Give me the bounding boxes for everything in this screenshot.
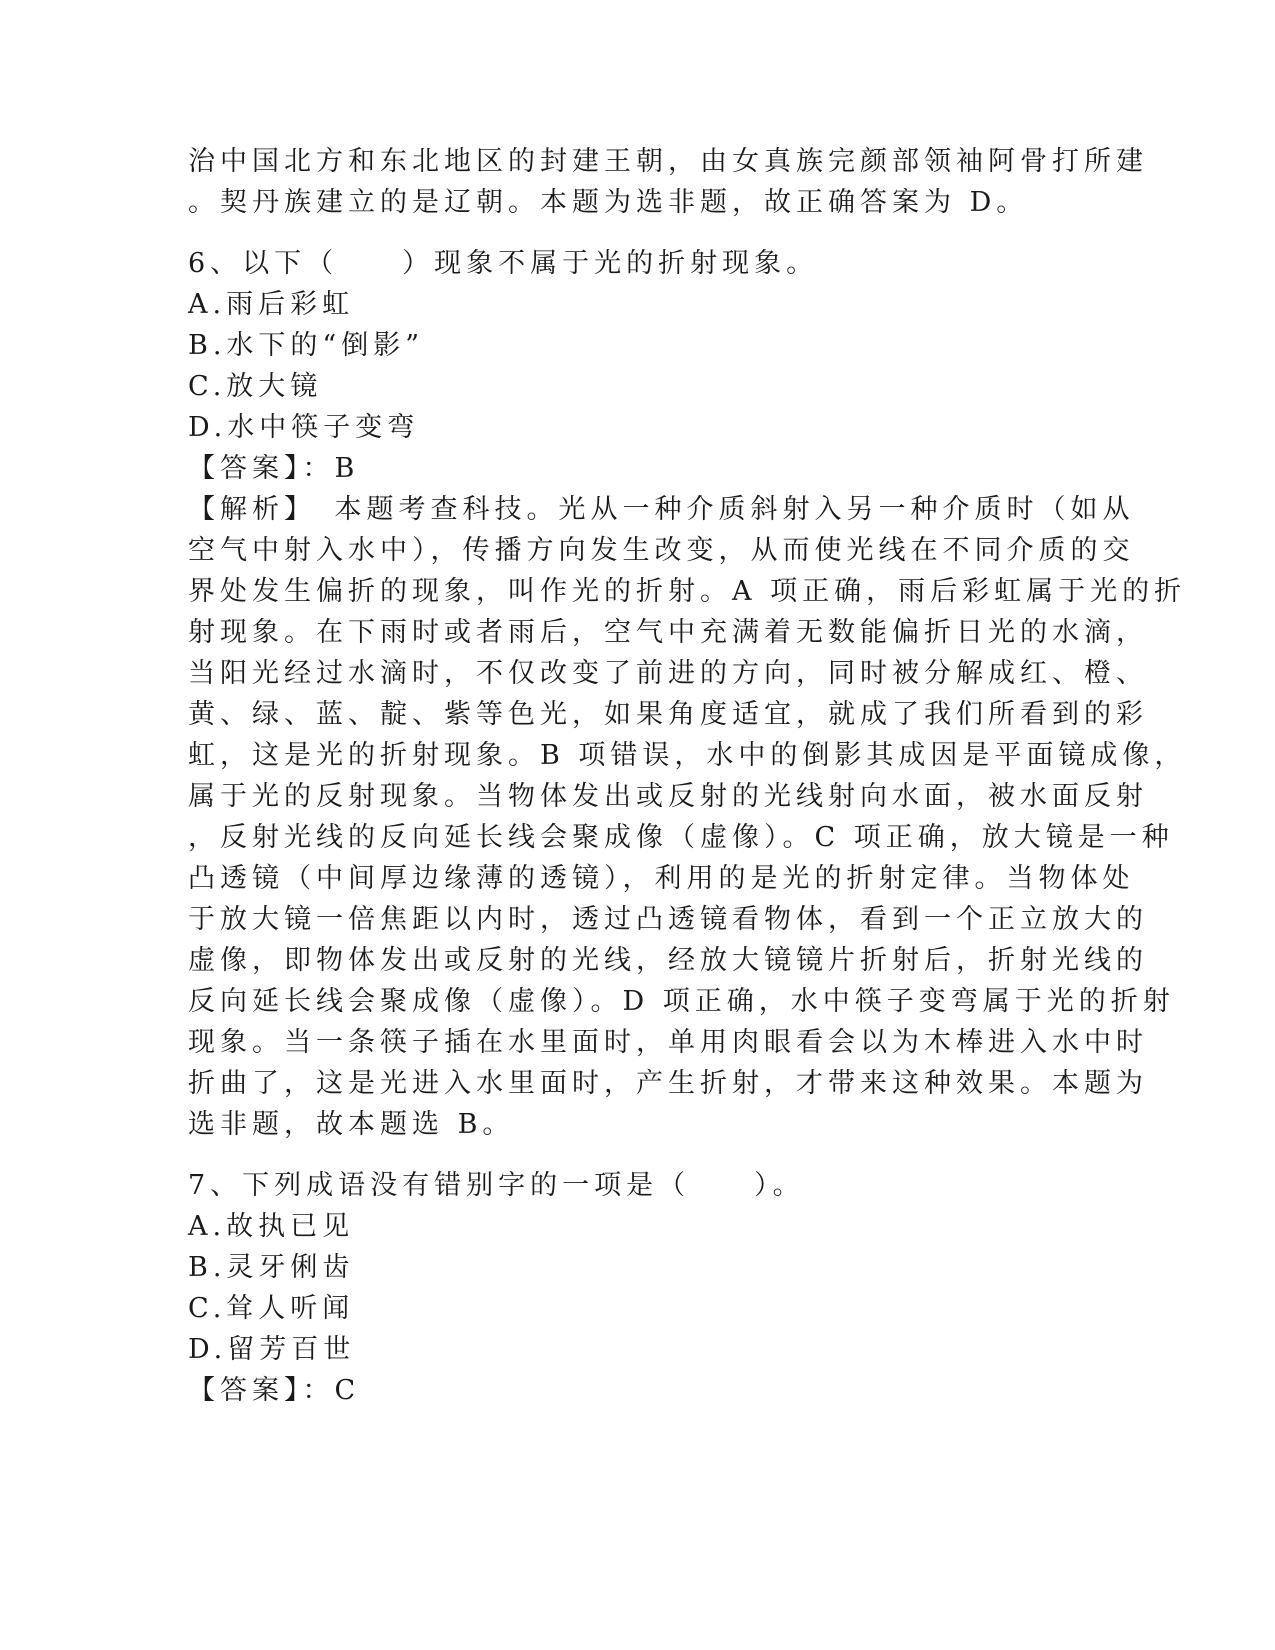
prev-explanation-line: 治中国北方和东北地区的封建王朝，由女真族完颜部领袖阿骨打所建 [188, 146, 1148, 177]
question-6-explanation-line: 虚像，即物体发出或反射的光线，经放大镜镜片折射后，折射光线的 [188, 945, 1148, 976]
question-6-explanation-line: 当阳光经过水滴时，不仅改变了前进的方向，同时被分解成红、橙、 [188, 658, 1148, 689]
question-6-answer: 【答案】：B [188, 453, 360, 484]
question-6-explanation-line: 空气中射入水中），传播方向发生改变，从而使光线在不同介质的交 [188, 535, 1135, 566]
question-7-answer: 【答案】：C [188, 1375, 361, 1406]
question-6-explanation-line: 选非题，故本题选 B。 [188, 1109, 515, 1140]
question-6-option-c: C.放大镜 [188, 371, 323, 402]
question-6-explanation-line: 黄、绿、蓝、靛、紫等色光，如果角度适宜，就成了我们所看到的彩 [188, 699, 1148, 730]
question-7-stem: 7、下列成语没有错别字的一项是（ ）。 [188, 1170, 805, 1201]
prev-explanation-line: 。契丹族建立的是辽朝。本题为选非题，故正确答案为 D。 [188, 187, 1029, 218]
question-6-explanation-line: 【解析】 本题考查科技。光从一种介质斜射入另一种介质时（如从 [188, 494, 1135, 525]
question-6-explanation-line: 界处发生偏折的现象，叫作光的折射。A 项正确，雨后彩虹属于光的折 [188, 576, 1187, 607]
question-6-explanation-line: ，反射光线的反向延长线会聚成像（虚像）。C 项正确，放大镜是一种 [188, 822, 1174, 853]
question-7-option-c: C.耸人听闻 [188, 1293, 355, 1324]
question-6-explanation-line: 折曲了，这是光进入水里面时，产生折射，才带来这种效果。本题为 [188, 1068, 1148, 1099]
question-7-option-a: A.故执已见 [188, 1211, 355, 1242]
question-7-option-d: D.留芳百世 [188, 1334, 356, 1365]
question-6-explanation-line: 反向延长线会聚成像（虚像）。D 项正确，水中筷子变弯属于光的折射 [188, 986, 1175, 1017]
question-6-explanation-line: 现象。当一条筷子插在水里面时，单用肉眼看会以为木棒进入水中时 [188, 1027, 1148, 1058]
question-6-option-d: D.水中筷子变弯 [188, 412, 420, 443]
question-6-explanation-line: 属于光的反射现象。当物体发出或反射的光线射向水面，被水面反射 [188, 781, 1148, 812]
question-6-explanation-line: 虹，这是光的折射现象。B 项错误，水中的倒影其成因是平面镜成像， [188, 740, 1187, 771]
question-6-stem: 6、以下（ ）现象不属于光的折射现象。 [188, 248, 819, 279]
question-6-explanation-line: 射现象。在下雨时或者雨后，空气中充满着无数能偏折日光的水滴， [188, 617, 1148, 648]
question-6-option-a: A.雨后彩虹 [188, 289, 355, 320]
question-6-explanation-line: 凸透镜（中间厚边缘薄的透镜），利用的是光的折射定律。当物体处 [188, 863, 1135, 894]
question-6-explanation-line: 于放大镜一倍焦距以内时，透过凸透镜看物体，看到一个正立放大的 [188, 904, 1148, 935]
question-6-option-b: B.水下的“倒影” [188, 330, 425, 361]
question-7-option-b: B.灵牙俐齿 [188, 1252, 355, 1283]
